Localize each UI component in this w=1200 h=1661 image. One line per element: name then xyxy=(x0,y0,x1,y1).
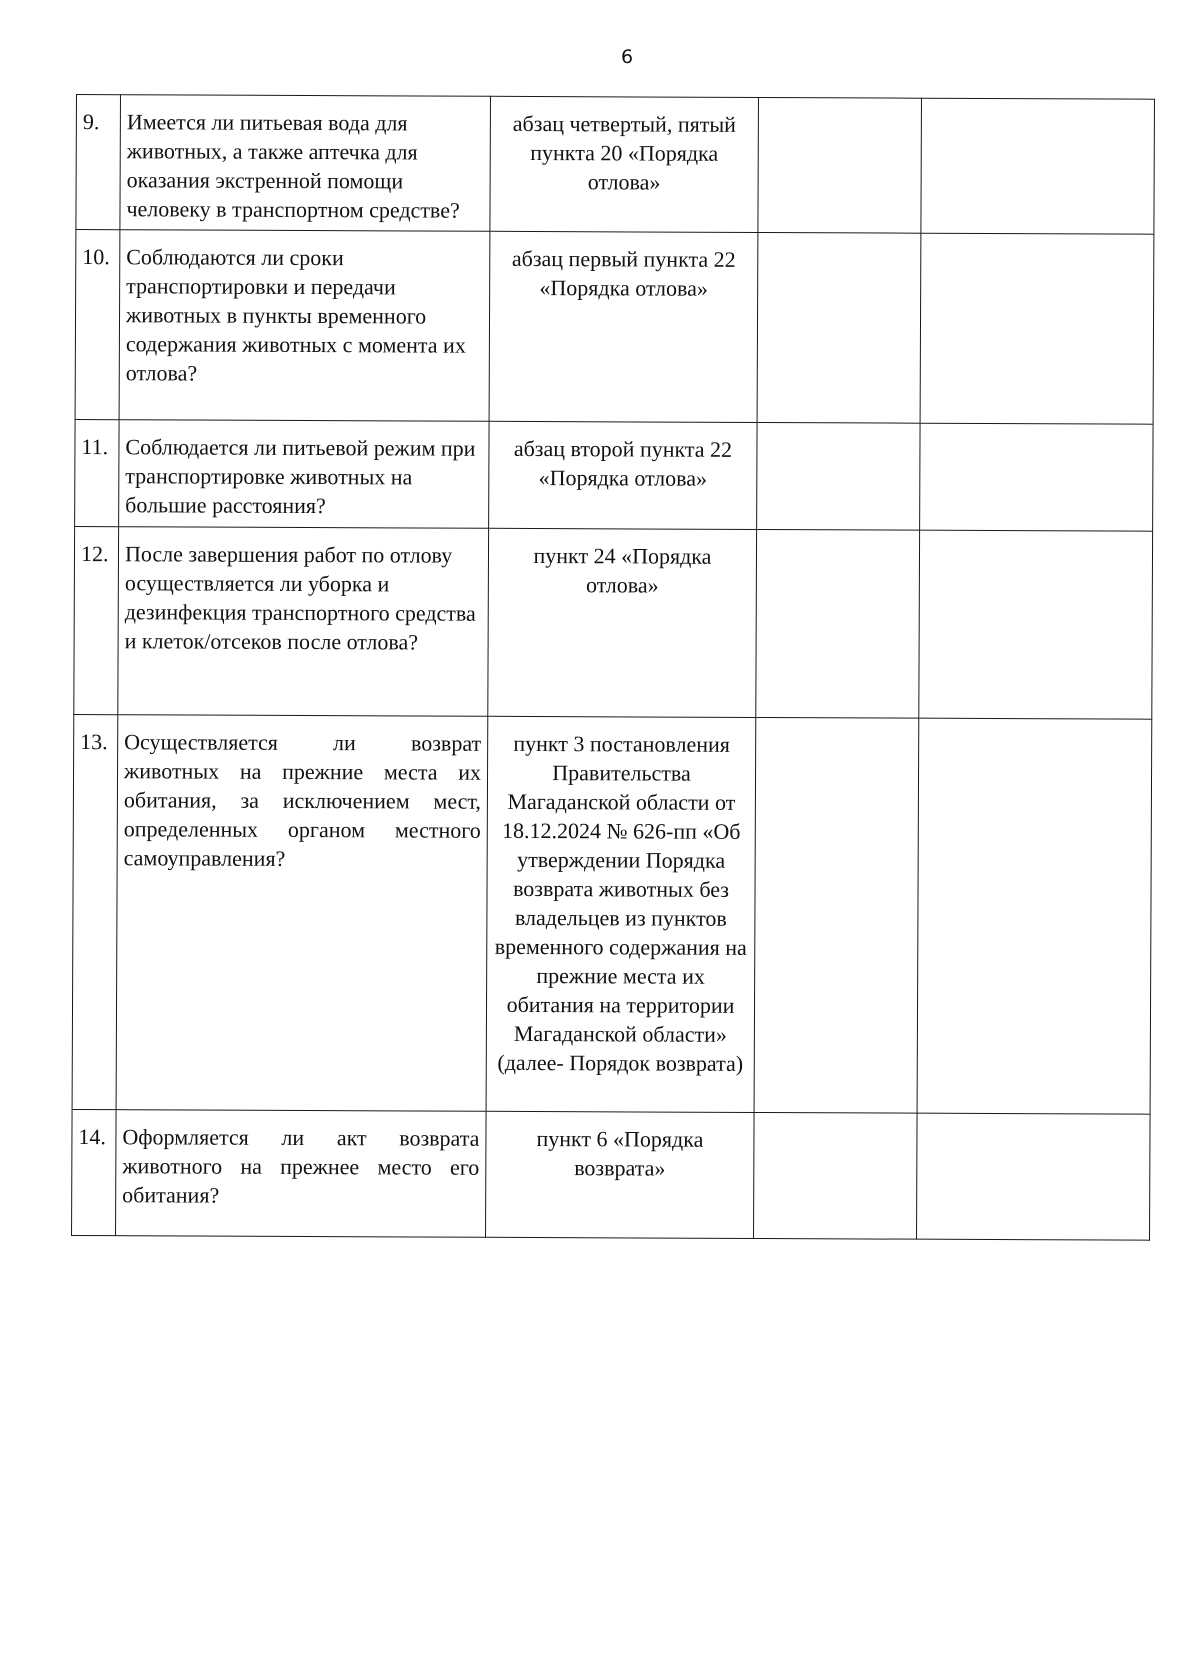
checklist-table xyxy=(71,94,1155,1241)
row-number: 10. xyxy=(75,230,120,420)
table-row xyxy=(72,714,1152,1114)
note-cell xyxy=(917,1113,1151,1240)
legal-reference: пункт 6 «Порядка возврата» xyxy=(486,1111,755,1238)
question-text: Оформляется ли акт возврата животного на прежнее место его обитания? xyxy=(116,1110,487,1238)
legal-reference: абзац первый пункта 22 «Порядка отлова» xyxy=(489,231,758,422)
note-cell xyxy=(921,98,1155,234)
table-row xyxy=(74,526,1153,719)
answer-cell xyxy=(754,717,919,1113)
legal-reference: пункт 24 «Порядка отлова» xyxy=(488,528,757,717)
note-cell xyxy=(920,423,1153,531)
row-number: 11. xyxy=(75,419,119,526)
row-number: 9. xyxy=(76,95,121,230)
table-row xyxy=(75,419,1153,531)
answer-cell xyxy=(757,422,920,530)
legal-reference: абзац второй пункта 22 «Порядка отлова» xyxy=(489,421,757,529)
question-text: Имеется ли питьевая вода для животных, а также аптечка для оказания экстренной помощи человеку в транспортном средстве? xyxy=(120,95,491,232)
question-text: Соблюдается ли питьевой режим при транспортировке животных на большие расстояния? xyxy=(119,420,489,529)
row-number: 13. xyxy=(72,714,118,1109)
note-cell xyxy=(919,530,1153,719)
question-text: После завершения работ по отлову осуществляется ли уборка и дезинфекция транспортного средства и клеток/отсеков после отлова? xyxy=(118,527,489,717)
table-row xyxy=(72,1109,1151,1240)
page-number: 6 xyxy=(620,46,634,68)
legal-reference: абзац четвертый, пятый пункта 20 «Порядка отлова» xyxy=(490,96,759,232)
row-number: 12. xyxy=(74,526,119,714)
question-text: Соблюдаются ли сроки транспортировки и передачи животных в пункты временного содержания животных с момента их отлова? xyxy=(119,230,490,422)
row-number: 14. xyxy=(72,1109,117,1235)
note-cell xyxy=(917,718,1152,1114)
answer-cell xyxy=(757,232,921,423)
table-row xyxy=(76,95,1155,235)
legal-reference: пункт 3 постановления Правительства Магаданской области от 18.12.2024 № 626-пп «Об утверждении Порядка возврата животных без владельцев из пунктов временного содержания на прежние места их обитания на территории Магаданской области» (далее- Порядок возврата) xyxy=(486,716,756,1112)
answer-cell xyxy=(758,97,922,233)
answer-cell xyxy=(756,529,920,718)
note-cell xyxy=(920,233,1154,424)
table-row xyxy=(75,230,1154,425)
question-text: Осуществляется ли возврат животных на прежние места их обитания, за исключением мест, определенных органом местного самоуправления? xyxy=(116,715,488,1112)
answer-cell xyxy=(754,1112,918,1239)
